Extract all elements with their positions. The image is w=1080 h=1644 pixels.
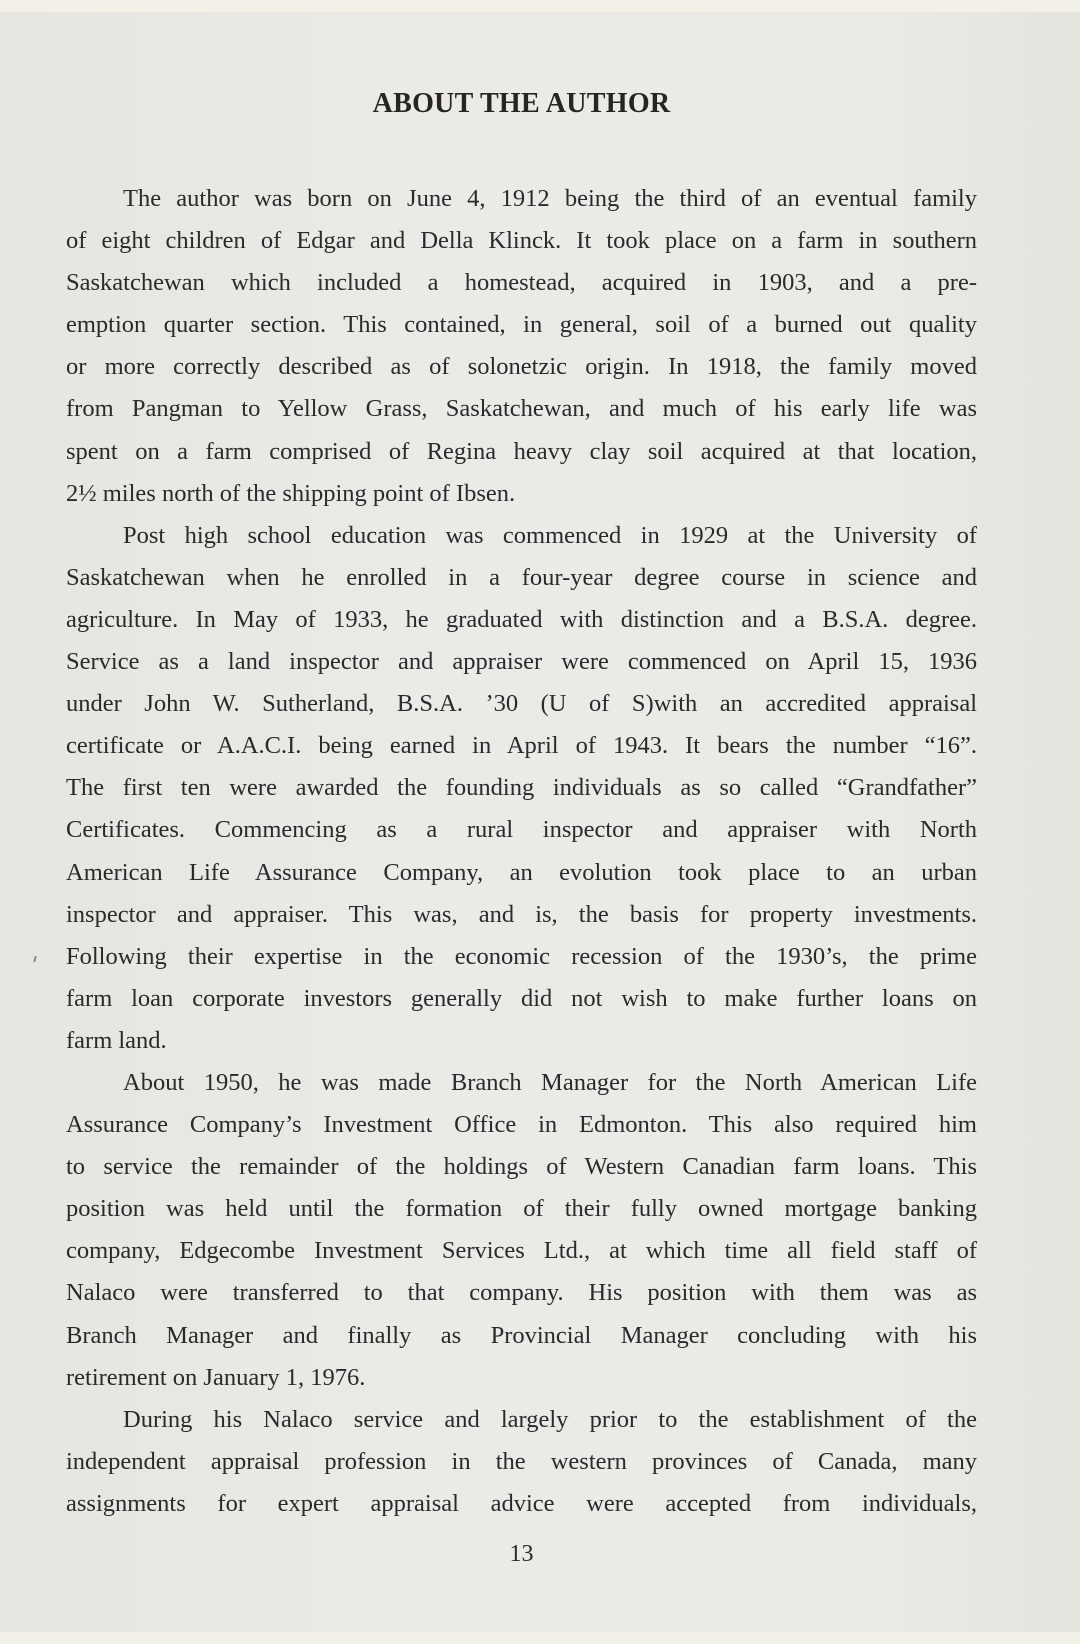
text-line: During his Nalaco service and largely prior to the establishment of the — [123, 1405, 977, 1433]
paragraph — [66, 1399, 977, 1525]
text-line: or more correctly described as of solonetzic origin. In 1918, the family moved — [66, 353, 977, 381]
text-line: emption quarter section. This contained, in general, soil of a burned out quality — [66, 311, 977, 339]
text-line: Post high school education was commenced in 1929 at the University of — [123, 521, 977, 549]
page-title: ABOUT THE AUTHOR — [372, 88, 671, 119]
text-line: Saskatchewan which included a homestead, acquired in 1903, and a pre- — [66, 269, 977, 297]
text-line: inspector and appraiser. This was, and is, the basis for property investments. — [66, 900, 977, 928]
text-line: Certificates. Commencing as a rural inspector and appraiser with North — [66, 816, 977, 844]
text-line: under John W. Sutherland, B.S.A. ’30 (U of S)with an accredited appraisal — [66, 690, 977, 718]
text-line: position was held until the formation of their fully owned mortgage banking — [66, 1195, 977, 1223]
text-line: of eight children of Edgar and Della Klinck. It took place on a farm in southern — [66, 227, 977, 255]
text-line: Branch Manager and finally as Provincial Manager concluding with his — [66, 1321, 977, 1349]
text-line: independent appraisal profession in the western provinces of Canada, many — [66, 1447, 977, 1475]
text-line: The first ten were awarded the founding individuals as so called “Grandfather” — [66, 774, 977, 802]
text-line: farm loan corporate investors generally did not wish to make further loans on — [66, 984, 977, 1012]
paragraph — [66, 1062, 977, 1399]
text-line: 2½ miles north of the shipping point of Ibsen. — [66, 479, 516, 507]
paragraph — [66, 178, 977, 515]
text-line: Following their expertise in the economic recession of the 1930’s, the prime — [66, 942, 977, 970]
text-line: assignments for expert appraisal advice were accepted from individuals, — [66, 1489, 977, 1517]
text-line: Nalaco were transferred to that company. His position with them was as — [66, 1279, 977, 1307]
text-line: from Pangman to Yellow Grass, Saskatchewan, and much of his early life was — [66, 395, 977, 423]
text-line: certificate or A.A.C.I. being earned in April of 1943. It bears the number “16”. — [66, 732, 977, 760]
scan-bottom-edge — [0, 1632, 1080, 1644]
body-text — [66, 178, 977, 1525]
text-line: to service the remainder of the holdings of Western Canadian farm loans. This — [66, 1153, 977, 1181]
text-line: Service as a land inspector and appraiser were commenced on April 15, 1936 — [66, 648, 977, 676]
text-line: company, Edgecombe Investment Services Ltd., at which time all field staff of — [66, 1237, 977, 1265]
text-line: agriculture. In May of 1933, he graduated with distinction and a B.S.A. degree. — [66, 605, 977, 633]
text-line: retirement on January 1, 1976. — [66, 1363, 366, 1391]
paragraph — [66, 515, 977, 1062]
text-line: spent on a farm comprised of Regina heavy clay soil acquired at that location, — [66, 437, 977, 465]
text-line: About 1950, he was made Branch Manager for the North American Life — [123, 1068, 977, 1096]
scan-top-edge — [0, 0, 1080, 12]
text-line: Saskatchewan when he enrolled in a four-year degree course in science and — [66, 563, 977, 591]
text-line: American Life Assurance Company, an evolution took place to an urban — [66, 858, 977, 886]
text-line: farm land. — [66, 1026, 167, 1054]
text-line: Assurance Company’s Investment Office in Edmonton. This also required him — [66, 1111, 977, 1139]
text-line: The author was born on June 4, 1912 being the third of an eventual family — [123, 185, 977, 212]
page-number: 13 — [509, 1541, 534, 1567]
